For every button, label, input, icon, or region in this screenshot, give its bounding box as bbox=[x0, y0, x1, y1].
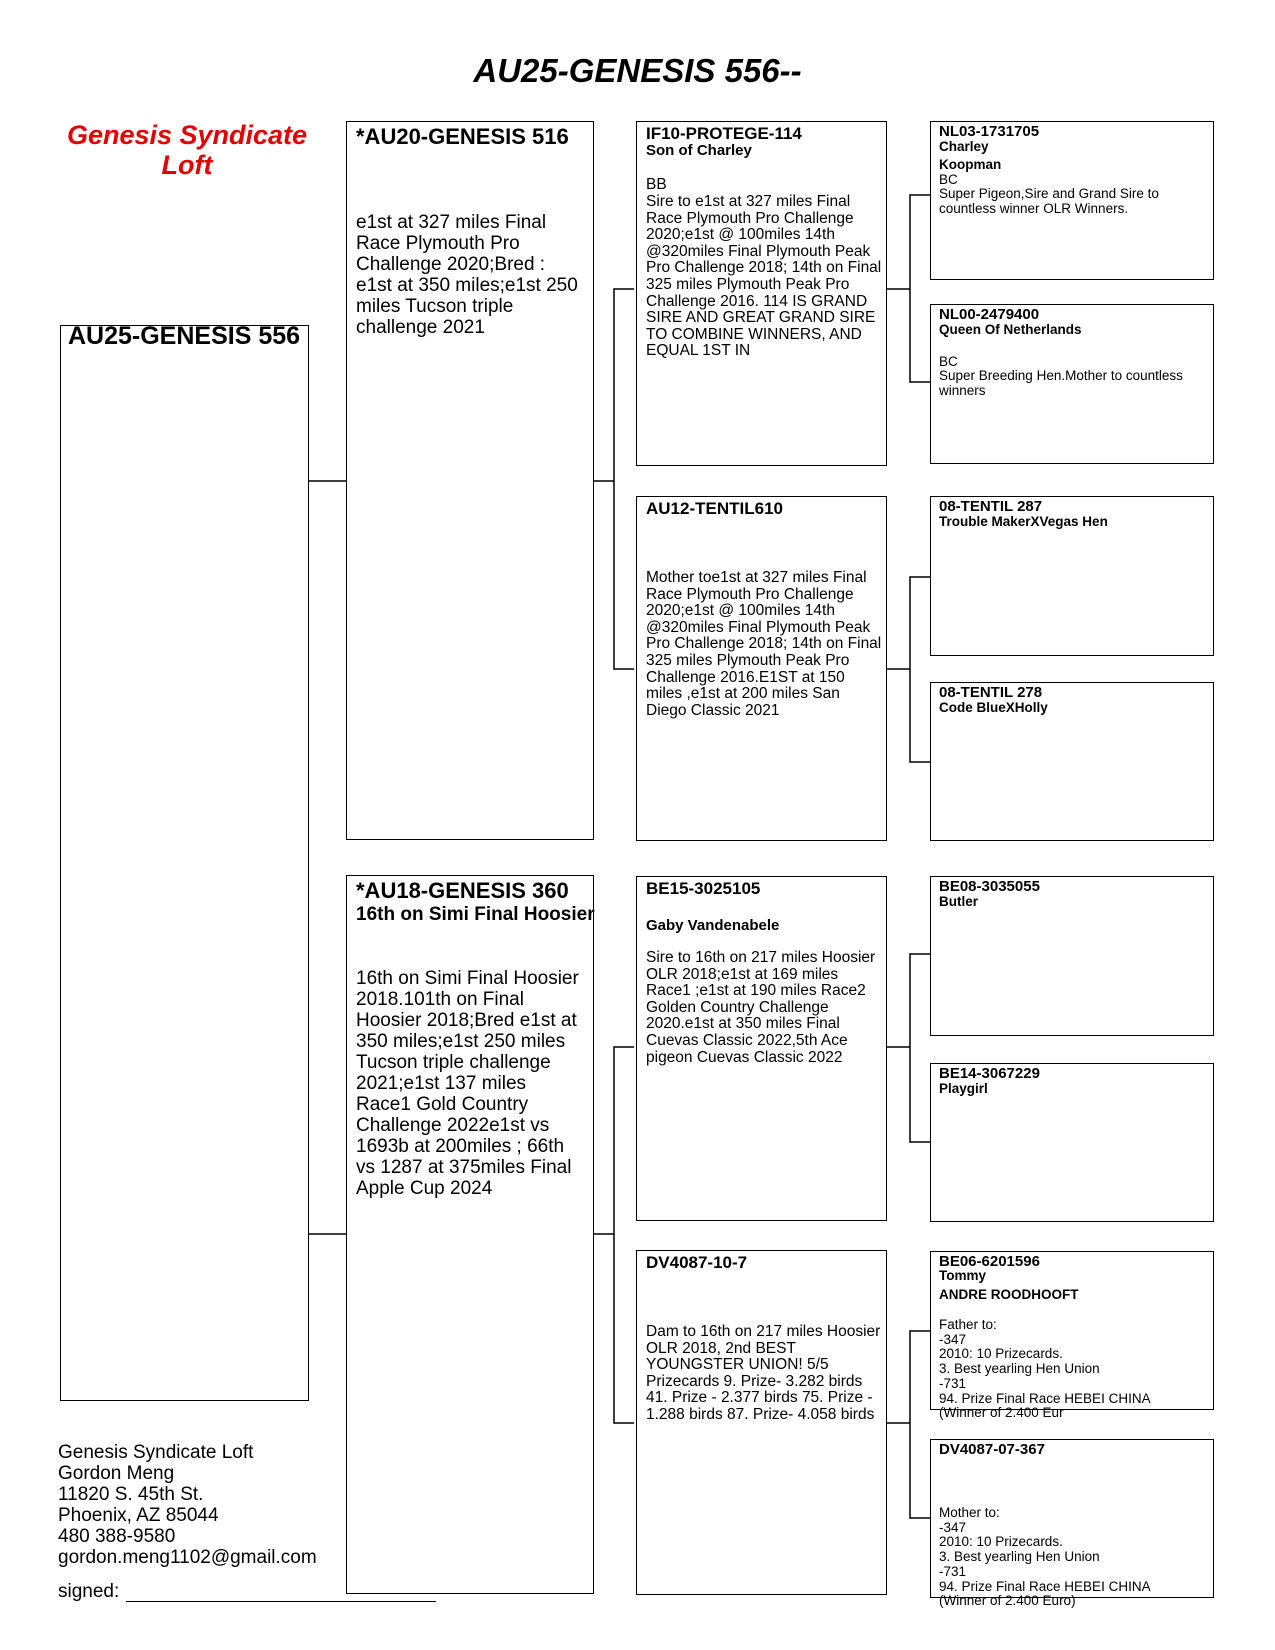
sire-sire-subtitle: Son of Charley bbox=[646, 142, 752, 159]
loft-name: Genesis Syndicate Loft bbox=[66, 120, 308, 180]
sire-description: e1st at 327 miles Final Race Plymouth Pro Challenge 2020;Bred : e1st at 350 miles;e1st 250 miles Tucson triple challenge 2021 bbox=[356, 212, 578, 338]
dsd-box bbox=[930, 1063, 1214, 1222]
ddd-note-line: (Winner of 2.400 Euro) bbox=[939, 1593, 1076, 1609]
ddd-box bbox=[930, 1439, 1214, 1609]
sss-breeder: Koopman bbox=[939, 157, 1002, 172]
signature-line bbox=[126, 1601, 436, 1602]
dam-dam-box bbox=[636, 1250, 887, 1595]
dds-note-line: 2010: 10 Prizecards. bbox=[939, 1346, 1063, 1362]
ssd-name: Queen Of Netherlands bbox=[939, 322, 1082, 337]
sdd-box bbox=[930, 682, 1214, 841]
contact-email[interactable]: gordon.meng1102@gmail.com bbox=[58, 1547, 317, 1568]
subject-band: AU25-GENESIS 556 bbox=[68, 322, 301, 350]
dam-band: *AU18-GENESIS 360 bbox=[356, 878, 569, 903]
dds-breeder: ANDRE ROODHOOFT bbox=[939, 1287, 1079, 1302]
sire-box bbox=[346, 121, 594, 840]
dss-band: BE08-3035055 bbox=[939, 878, 1040, 895]
ddd-note-line: 94. Prize Final Race HEBEI CHINA bbox=[939, 1578, 1151, 1594]
dam-sire-description: Sire to 16th on 217 miles Hoosier OLR 2018;e1st at 169 miles Race1 ;e1st at 190 miles Race2 Golden Country Challenge 2020.e1st at 350 miles Final Cuevas Classic 2022,5th Ace pigeon Cuevas Classic 2022 bbox=[646, 949, 876, 1066]
ssd-description: Super Breeding Hen.Mother to countless winners bbox=[939, 368, 1183, 398]
dds-name: Tommy bbox=[939, 1268, 987, 1283]
sire-sire-band: IF10-PROTEGE-114 bbox=[646, 124, 802, 143]
sire-dam-description: Mother toe1st at 327 miles Final Race Plymouth Pro Challenge 2020;e1st @ 100miles 14th @320miles Final Plymouth Peak Pro Challenge 2018; 14th on Final 325 miles Plymouth Peak Pro Challenge 2016.E1ST at 150 miles ,e1st at 200 miles San Diego Classic 2021 bbox=[646, 569, 882, 719]
ddd-band: DV4087-07-367 bbox=[939, 1441, 1045, 1458]
ssd-color: BC bbox=[939, 354, 958, 369]
sds-name: Trouble MakerXVegas Hen bbox=[939, 514, 1108, 529]
dds-note-line: 94. Prize Final Race HEBEI CHINA bbox=[939, 1390, 1151, 1406]
contact-street: 11820 S. 45th St. bbox=[58, 1484, 204, 1505]
sss-name: Charley bbox=[939, 139, 989, 154]
dam-subtitle: 16th on Simi Final Hoosier bbox=[356, 904, 595, 925]
sds-band: 08-TENTIL 287 bbox=[939, 498, 1043, 515]
dam-box bbox=[346, 875, 594, 1594]
ddd-note-line: 2010: 10 Prizecards. bbox=[939, 1534, 1063, 1550]
dam-sire-breeder: Gaby Vandenabele bbox=[646, 917, 780, 934]
sss-color: BC bbox=[939, 172, 958, 187]
sire-sire-box bbox=[636, 121, 887, 466]
dds-box bbox=[930, 1251, 1214, 1421]
dss-name: Butler bbox=[939, 894, 979, 909]
dsd-band: BE14-3067229 bbox=[939, 1065, 1040, 1082]
contact-block bbox=[58, 1442, 317, 1568]
dds-band: BE06-6201596 bbox=[939, 1253, 1040, 1270]
dds-note-line: Father to: bbox=[939, 1317, 997, 1332]
contact-loft: Genesis Syndicate Loft bbox=[58, 1442, 254, 1463]
dam-dam-band: DV4087-10-7 bbox=[646, 1253, 748, 1272]
subject-box bbox=[60, 325, 309, 1401]
dam-dam-description: Dam to 16th on 217 miles Hoosier OLR 2018, 2nd BEST YOUNGSTER UNION! 5/5 Prizecards 9. Prize- 3.282 birds 41. Prize - 2.377 birds 75. Prize - 1.288 birds 87. Prize- 4.058 birds bbox=[646, 1323, 881, 1423]
sire-dam-band: AU12-TENTIL610 bbox=[646, 499, 783, 518]
sire-dam-box bbox=[636, 496, 887, 841]
contact-name: Gordon Meng bbox=[58, 1463, 175, 1484]
ddd-note-line: -731 bbox=[939, 1563, 967, 1579]
sss-band: NL03-1731705 bbox=[939, 123, 1040, 140]
sss-box bbox=[930, 121, 1214, 280]
pedigree-title: AU25-GENESIS 556-- bbox=[473, 52, 802, 89]
contact-phone: 480 388-9580 bbox=[58, 1526, 176, 1547]
sss-description: Super Pigeon,Sire and Grand Sire to countless winner OLR Winners. bbox=[939, 186, 1159, 216]
dam-description: 16th on Simi Final Hoosier 2018.101th on Final Hoosier 2018;Bred e1st at 350 miles;e1st 250 miles Tucson triple challenge 2021;e1st 137 miles Race1 Gold Country Challenge 2022e1st vs 1693b at 200miles ; 66th vs 1287 at 375miles Final Apple Cup 2024 bbox=[356, 968, 579, 1199]
sdd-name: Code BlueXHolly bbox=[939, 700, 1048, 715]
dds-notes bbox=[939, 1318, 1209, 1421]
sire-sire-description: Sire to e1st at 327 miles Final Race Plymouth Pro Challenge 2020;e1st @ 100miles 14th @320miles Final Plymouth Peak Pro Challenge 2018; 14th on Final 325 miles Plymouth Peak Pro Challenge 2016. 114 IS GRAND SIRE AND GREAT GRAND SIRE TO COMBINE WINNERS, AND EQUAL 1ST IN bbox=[646, 193, 882, 360]
dss-box bbox=[930, 876, 1214, 1036]
dds-note-line: (Winner of 2.400 Eur bbox=[939, 1405, 1064, 1421]
ddd-note-line: 3. Best yearling Hen Union bbox=[939, 1549, 1100, 1565]
dsd-name: Playgirl bbox=[939, 1081, 988, 1096]
sire-sire-color: BB bbox=[646, 176, 667, 193]
sds-box bbox=[930, 496, 1214, 656]
dam-sire-band: BE15-3025105 bbox=[646, 879, 761, 898]
ssd-box bbox=[930, 304, 1214, 464]
ssd-band: NL00-2479400 bbox=[939, 306, 1040, 323]
ddd-note-line: Mother to: bbox=[939, 1505, 1000, 1520]
sire-band: *AU20-GENESIS 516 bbox=[356, 124, 569, 149]
dds-note-line: -731 bbox=[939, 1375, 967, 1391]
dds-note-line: -347 bbox=[939, 1331, 967, 1347]
contact-city: Phoenix, AZ 85044 bbox=[58, 1505, 219, 1526]
dds-note-line: 3. Best yearling Hen Union bbox=[939, 1361, 1100, 1377]
signed-label: signed: bbox=[58, 1581, 120, 1602]
sdd-band: 08-TENTIL 278 bbox=[939, 684, 1043, 701]
ddd-note-line: -347 bbox=[939, 1519, 967, 1535]
dam-sire-box bbox=[636, 876, 887, 1221]
ddd-notes bbox=[939, 1506, 1209, 1609]
